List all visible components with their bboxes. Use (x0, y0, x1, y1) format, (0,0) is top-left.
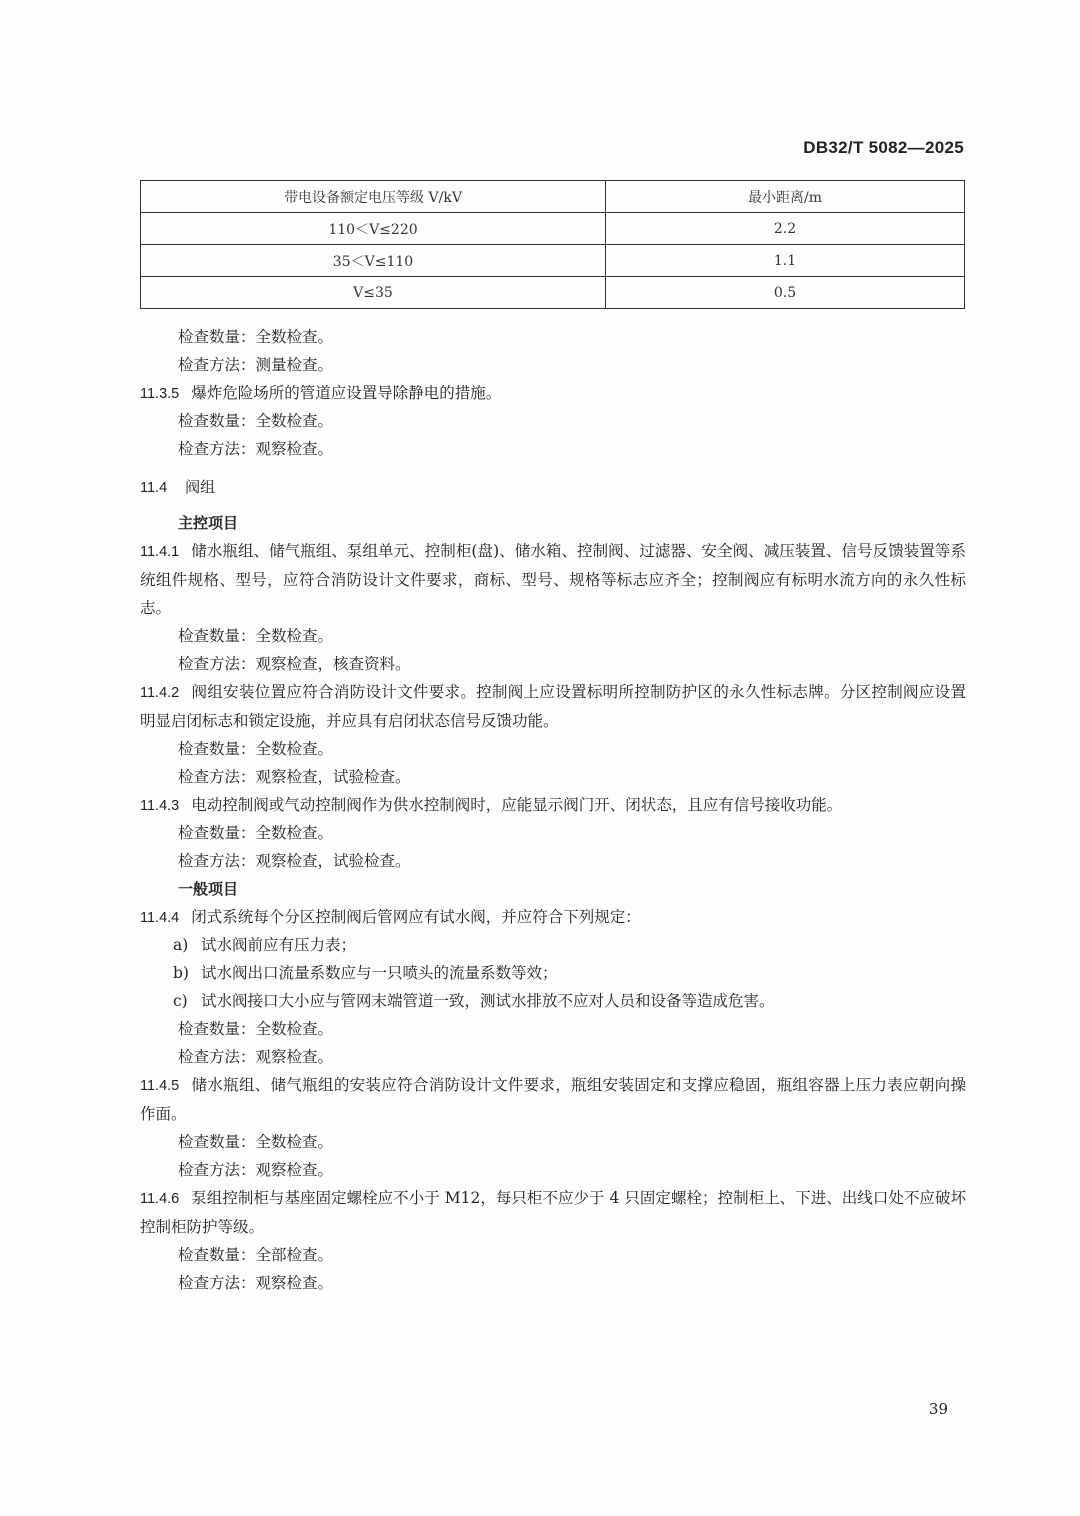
table-header-distance: 最小距离/m (606, 181, 965, 213)
check-quantity: 检查数量：全数检查。 (178, 627, 334, 645)
check-quantity: 检查数量：全数检查。 (178, 1020, 334, 1038)
clause-number: 11.4.1 (140, 544, 180, 560)
clause-11-4-3 (140, 791, 966, 819)
main-items-heading: 主控项目 (178, 514, 239, 532)
voltage-distance-table (140, 180, 965, 309)
clause-number: 11.4.6 (140, 1191, 180, 1207)
list-text: 试水阀接口大小应与管网末端管道一致，测试水排放不应对人员和设备等造成危害。 (201, 992, 775, 1010)
list-item (140, 931, 966, 959)
document-code: DB32/T 5082—2025 (803, 138, 964, 157)
clause-number: 11.4.5 (140, 1078, 180, 1094)
section-title: 阀组 (185, 478, 216, 496)
check-method: 检查方法：测量检查。 (178, 356, 334, 374)
table-row (141, 245, 965, 277)
document-body (140, 323, 966, 1297)
clause-number: 11.3.5 (140, 386, 180, 402)
table-cell: 35＜V≤110 (141, 245, 606, 277)
clause-11-4-4 (140, 903, 966, 931)
clause-text: 爆炸危险场所的管道应设置导除静电的措施。 (191, 384, 502, 402)
check-method: 检查方法：观察检查。 (178, 1048, 334, 1066)
clause-text: 阀组安装位置应符合消防设计文件要求。控制阀上应设置标明所控制防护区的永久性标志牌。分区控制阀应设置明显启闭标志和锁定设施，并应具有启闭状态信号反馈功能。 (140, 683, 966, 730)
check-method: 检查方法：观察检查。 (178, 440, 334, 458)
table-cell: 2.2 (606, 213, 965, 245)
table-cell: 110＜V≤220 (141, 213, 606, 245)
clause-text: 储水瓶组、储气瓶组的安装应符合消防设计文件要求，瓶组安装固定和支撑应稳固，瓶组容器上压力表应朝向操作面。 (140, 1076, 966, 1123)
check-quantity: 检查数量：全数检查。 (178, 328, 334, 346)
table-row (141, 213, 965, 245)
check-method: 检查方法：观察检查，试验检查。 (178, 768, 411, 786)
list-letter: c) (173, 992, 188, 1010)
table-cell: 1.1 (606, 245, 965, 277)
table-row (141, 277, 965, 309)
table-header-voltage: 带电设备额定电压等级 V/kV (141, 181, 606, 213)
clause-11-3-5 (140, 379, 966, 407)
clause-text: 电动控制阀或气动控制阀作为供水控制阀时，应能显示阀门开、闭状态，且应有信号接收功能。 (191, 796, 843, 814)
list-text: 试水阀出口流量系数应与一只喷头的流量系数等效； (201, 964, 558, 982)
clause-11-4-2 (140, 678, 966, 735)
check-quantity: 检查数量：全数检查。 (178, 740, 334, 758)
list-letter: a) (173, 936, 189, 954)
check-method: 检查方法：观察检查。 (178, 1274, 334, 1292)
clause-text: 闭式系统每个分区控制阀后管网应有试水阀，并应符合下列规定： (191, 908, 641, 926)
check-quantity: 检查数量：全数检查。 (178, 1133, 334, 1151)
list-item (140, 959, 966, 987)
check-quantity: 检查数量：全部检查。 (178, 1246, 334, 1264)
table-header-row (141, 181, 965, 213)
table-cell: 0.5 (606, 277, 965, 309)
page-number: 39 (928, 1400, 948, 1418)
check-method: 检查方法：观察检查，试验检查。 (178, 852, 411, 870)
check-method: 检查方法：观察检查，核查资料。 (178, 655, 411, 673)
clause-11-4-1 (140, 537, 966, 622)
list-text: 试水阀前应有压力表； (201, 936, 357, 954)
clause-number: 11.4.3 (140, 798, 180, 814)
check-quantity: 检查数量：全数检查。 (178, 824, 334, 842)
clause-11-4-5 (140, 1071, 966, 1128)
clause-11-4-6 (140, 1184, 966, 1241)
list-letter: b) (173, 964, 189, 982)
clause-text: 储水瓶组、储气瓶组、泵组单元、控制柜(盘)、储水箱、控制阀、过滤器、安全阀、减压装置、信号反馈装置等系统组件规格、型号，应符合消防设计文件要求，商标、型号、规格等标志应齐全；控制阀应有标明水流方向的永久性标志。 (140, 542, 966, 617)
clause-number: 11.4.4 (140, 910, 180, 926)
check-quantity: 检查数量：全数检查。 (178, 412, 334, 430)
general-items-heading: 一般项目 (178, 880, 239, 898)
table-cell: V≤35 (141, 277, 606, 309)
clause-text: 泵组控制柜与基座固定螺栓应不小于 M12，每只柜不应少于 4 只固定螺栓；控制柜上、下进、出线口处不应破坏控制柜防护等级。 (140, 1189, 966, 1236)
section-number: 11.4 (140, 480, 168, 496)
check-method: 检查方法：观察检查。 (178, 1161, 334, 1179)
section-11-4-heading (140, 473, 966, 501)
list-item (140, 987, 966, 1015)
clause-number: 11.4.2 (140, 685, 180, 701)
